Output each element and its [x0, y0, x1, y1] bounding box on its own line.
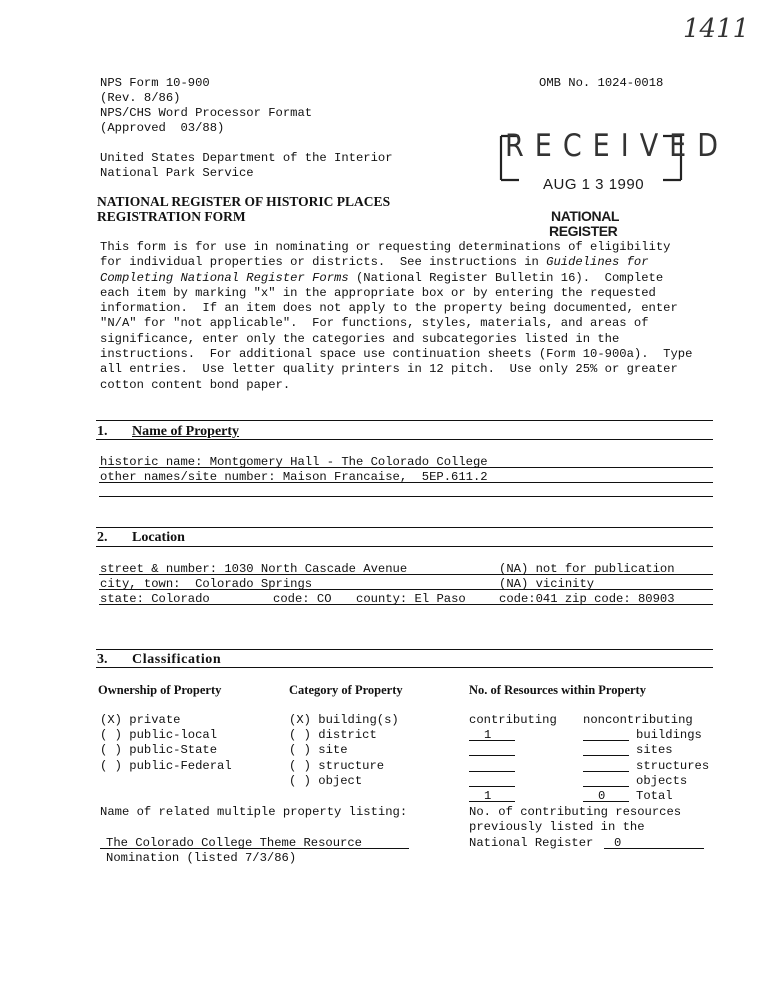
section-divider [96, 420, 713, 421]
not-for-publication: (NA) not for publication [499, 562, 675, 576]
resource-type-label: sites [636, 743, 673, 757]
previously-listed-label: previously listed in the [469, 820, 645, 834]
instructions-line: "N/A" for "not applicable". For functions, styles, materials, and areas of [100, 316, 649, 331]
field-line [99, 589, 713, 590]
instructions-line: instructions. For additional space use continuation sheets (Form 10-900a). Type [100, 347, 693, 362]
ownership-option[interactable]: ( ) public-State [100, 743, 218, 757]
field-line [99, 467, 713, 468]
field-line [99, 482, 713, 483]
count-blank [583, 786, 629, 787]
count-blank [469, 740, 515, 741]
category-option[interactable]: ( ) site [289, 743, 348, 757]
category-option[interactable]: ( ) object [289, 774, 363, 788]
count-blank [469, 801, 515, 802]
ownership-option[interactable]: ( ) public-Federal [100, 759, 232, 773]
zip-code-field: code:041 zip code: 80903 [499, 592, 675, 606]
section2-heading: Location [132, 530, 185, 545]
category-option[interactable]: (X) building(s) [289, 713, 399, 727]
section-divider [96, 439, 713, 440]
form-revision: (Rev. 8/86) [100, 91, 181, 105]
section-divider [96, 649, 713, 650]
ownership-option[interactable]: ( ) public-local [100, 728, 218, 742]
resources-heading: No. of Resources within Property [469, 683, 646, 697]
related-listing-label: Name of related multiple property listing: [100, 805, 408, 819]
historic-name-field: historic name: Montgomery Hall - The Colorado College [100, 455, 488, 469]
agency-service: National Park Service [100, 166, 254, 180]
section3-heading: Classification [132, 652, 222, 667]
section1-heading: Name of Property [132, 424, 240, 439]
stamp-register: REGISTER [549, 223, 618, 239]
field-line [99, 574, 713, 575]
instructions-line: This form is for use in nominating or requesting determinations of eligibility [100, 240, 671, 254]
city-field: city, town: Colorado Springs [100, 577, 313, 591]
section-divider [96, 667, 713, 668]
form-title: NATIONAL REGISTER OF HISTORIC PLACES [97, 194, 391, 209]
instructions-line: significance, enter only the categories and subcategories listed in the [100, 331, 620, 346]
stamp-national: NATIONAL [551, 208, 620, 224]
instructions-line: for individual properties or districts. See instructions in [100, 255, 547, 270]
received-stamp-text: RECEIVED [505, 128, 730, 165]
previously-listed-count: 0 [614, 836, 622, 850]
resource-type-label: objects [636, 774, 688, 788]
agency-department: United States Department of the Interior [100, 151, 393, 165]
section-divider [96, 527, 713, 528]
bulletin-title-italic: Completing National Register Forms [100, 270, 349, 285]
field-line [99, 604, 713, 605]
instructions-line: cotton content bond paper. [100, 377, 291, 392]
other-names-field: other names/site number: Maison Francaise, 5EP.611.2 [100, 470, 488, 484]
ownership-option[interactable]: (X) private [100, 713, 181, 727]
instructions-line: each item by marking "x" in the appropriate box or by entering the requested [100, 285, 656, 300]
related-listing-value: The Colorado College Theme Resource [106, 836, 362, 850]
resource-total-label: Total [636, 789, 673, 803]
previously-listed-label: No. of contributing resources [469, 805, 682, 819]
contributing-total: 1 [484, 789, 492, 803]
count-blank [469, 771, 515, 772]
omb-number: OMB No. 1024-0018 [539, 76, 664, 90]
category-heading: Category of Property [289, 683, 403, 697]
bulletin-title-italic: Guidelines for [546, 255, 649, 270]
count-blank [469, 755, 515, 756]
vicinity-field: (NA) vicinity [499, 577, 595, 591]
count-blank [583, 755, 629, 756]
category-option[interactable]: ( ) district [289, 728, 377, 742]
resource-type-label: structures [636, 759, 710, 773]
state-field: state: Colorado [100, 592, 210, 606]
handwritten-note: 1411 [683, 14, 750, 44]
contributing-label: contributing [469, 713, 557, 727]
noncontributing-total: 0 [598, 789, 606, 803]
ownership-heading: Ownership of Property [98, 683, 222, 697]
related-listing-value-2: Nomination (listed 7/3/86) [106, 851, 297, 865]
count-blank [583, 740, 629, 741]
noncontributing-label: noncontributing [583, 713, 693, 727]
section3-number: 3. [97, 652, 108, 667]
county-field: county: El Paso [356, 592, 466, 606]
count-blank [583, 801, 629, 802]
instructions-line: information. If an item does not apply to the property being documented, enter [100, 301, 678, 316]
state-code-field: code: CO [273, 592, 332, 606]
count-blank [469, 786, 515, 787]
section-divider [96, 546, 713, 547]
field-line [100, 848, 409, 849]
instructions-line: (National Register Bulletin 16). Complete [348, 270, 664, 285]
resource-type-label: buildings [636, 728, 702, 742]
form-format: NPS/CHS Word Processor Format [100, 106, 313, 120]
form-number: NPS Form 10-900 [100, 76, 210, 90]
section2-number: 2. [97, 530, 108, 545]
instructions-line: all entries. Use letter quality printers in 12 pitch. Use only 25% or greater [100, 362, 678, 377]
contributing-count: 1 [484, 728, 492, 742]
form-approved: (Approved 03/88) [100, 121, 225, 135]
section1-number: 1. [97, 424, 108, 439]
count-blank [583, 771, 629, 772]
form-subtitle: REGISTRATION FORM [97, 209, 246, 224]
street-field: street & number: 1030 North Cascade Avenue [100, 562, 408, 576]
previously-listed-label: National Register [469, 836, 601, 850]
field-line [99, 496, 713, 497]
instructions-paragraph [100, 240, 720, 393]
field-line [604, 848, 704, 849]
received-date: AUG 1 3 1990 [543, 176, 645, 193]
category-option[interactable]: ( ) structure [289, 759, 385, 773]
